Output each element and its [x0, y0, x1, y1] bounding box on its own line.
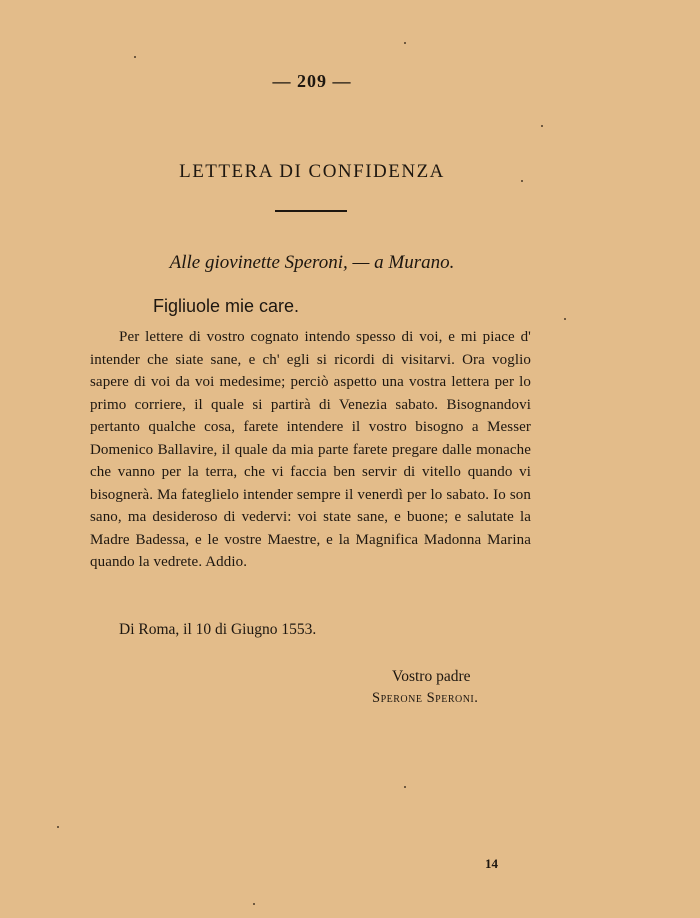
sheet-mark: 14: [485, 856, 498, 871]
salutation: Figliuole mie care.: [153, 296, 300, 316]
letter-body: Per lettere di vostro cognato intendo spesso di voi, e mi piace d' intender che siate sane, e ch' egli si ricordi di visitarvi. Ora voglio sapere di voi da voi medesime; perciò aspetto una vostra lettera per lo primo corriere, il quale si partirà di Venezia sabato. Bisognandovi pertanto qualche cosa, farete intendere il vostro bisogno a Messer Domenico Ballavire, il quale da mia parte farete pregare dalle monache che vanno per la terra, che vi faccia ben servir di vitello quando vi bisognerà. Ma fateglielo intender sempre il venerdì per lo sabato. Io son sano, ma desideroso di vedervi: voi state sane, e buone; e salutate la Madre Badessa, e le vostre Maestre, e la Magnifica Madonna Marina quando la vedrete. Addio.: [90, 329, 531, 570]
date-line: Di Roma, il 10 di Giugno 1553.: [119, 621, 317, 638]
paper-speck: [564, 318, 566, 320]
paper-speck: [521, 180, 523, 182]
letter-title: LETTERA DI CONFIDENZA: [179, 161, 445, 182]
closing: Vostro padre: [392, 668, 471, 685]
paper-speck: [134, 56, 136, 58]
paper-speck: [404, 42, 406, 44]
addressee-line: Alle giovinette Speroni, — a Murano.: [169, 252, 455, 273]
paper-speck: [404, 786, 406, 788]
paper-speck: [541, 125, 543, 127]
paper-speck: [253, 903, 255, 905]
signature: Sperone Speroni.: [372, 690, 479, 706]
page-number: — 209 —: [272, 71, 352, 91]
title-rule: [275, 210, 347, 212]
paper-speck: [57, 826, 59, 828]
